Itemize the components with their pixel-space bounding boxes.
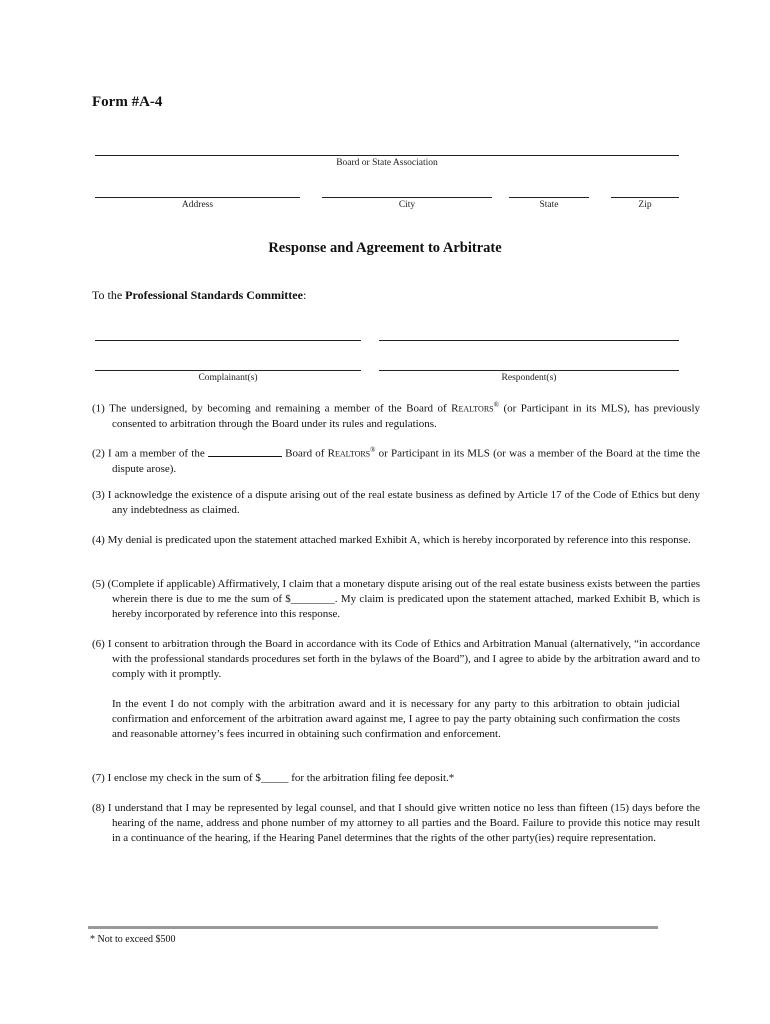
paragraph-number: (6) xyxy=(92,638,105,650)
address-caption: Address xyxy=(181,200,214,210)
footnote: * Not to exceed $500 xyxy=(90,934,176,945)
paragraph-8 xyxy=(92,801,700,846)
paragraph-text: (Complete if applicable) Affirmatively, I claim that a monetary dispute arising out of the real estate business exists between the parties wherein there is due to me the sum of $ xyxy=(107,578,701,605)
paragraph-text: or Participant in its MLS (or was a member of the Board at the time the dispute arose). xyxy=(112,447,700,475)
paragraph-number: (4) xyxy=(92,534,105,546)
paragraph-6 xyxy=(92,637,700,682)
addressee-line xyxy=(92,288,306,303)
paragraph-text: I acknowledge the existence of a dispute arising out of the real estate business as defined by Article 17 of the Code of Ethics but deny any indebtedness as claimed. xyxy=(107,489,700,516)
respondent-caption: Respondent(s) xyxy=(501,373,557,383)
paragraph-text: My denial is predicated upon the statement attached marked Exhibit A, which is hereby incorporated by reference into this response. xyxy=(107,534,691,546)
paragraph-2 xyxy=(92,443,700,477)
realtors-mark: Realtors xyxy=(327,447,371,460)
committee-name: Professional Standards Committee xyxy=(125,288,303,302)
paragraph-text: Board of xyxy=(281,447,328,460)
paragraph-number: (7) xyxy=(92,772,105,784)
paragraph-text: (or Participant in its MLS), has previously consented to arbitration through the Board under its rules and regulations. xyxy=(112,402,700,430)
paragraph-text: . My claim is predicated upon the statement attached, marked Exhibit B, which is hereby incorporated by reference into this response. xyxy=(112,593,700,620)
address-line[interactable] xyxy=(95,197,300,198)
paragraph-number: (3) xyxy=(92,489,105,501)
paragraph-4 xyxy=(92,533,700,548)
paragraph-number: (8) xyxy=(92,802,105,814)
addressee-suffix: : xyxy=(302,288,307,302)
zip-line[interactable] xyxy=(611,197,679,198)
board-caption: Board or State Association xyxy=(336,158,438,168)
city-caption: City xyxy=(398,200,416,210)
registered-mark: ® xyxy=(370,446,376,454)
document-title: Response and Agreement to Arbitrate xyxy=(268,240,502,256)
complainant-line-2[interactable] xyxy=(95,370,361,371)
paragraph-3 xyxy=(92,488,700,518)
paragraph-text: I enclose my check in the sum of $ xyxy=(107,772,261,784)
paragraph-number: (5) xyxy=(92,578,105,590)
realtors-mark: Realtors xyxy=(451,402,494,415)
paragraph-5 xyxy=(92,577,700,622)
zip-caption: Zip xyxy=(638,200,652,210)
fee-amount-blank[interactable]: _____ xyxy=(260,772,289,784)
registered-mark: ® xyxy=(493,401,499,409)
paragraph-text: I am a member of the xyxy=(108,447,208,460)
footnote-divider xyxy=(88,926,658,929)
board-name-blank[interactable] xyxy=(208,446,282,457)
paragraph-number: (1) xyxy=(92,402,105,415)
claim-amount-blank[interactable]: ________ xyxy=(290,593,335,605)
complainant-line-1[interactable] xyxy=(95,340,361,341)
complainant-caption: Complainant(s) xyxy=(198,373,258,383)
paragraph-6-continuation: In the event I do not comply with the arbitration award and it is necessary for any party to this arbitration to obtain judicial confirmation and enforcement of the arbitration award against me, I agree to pay the party obtaining such confirmation the costs and reasonable attorney’s fees incurred in obtaining such confirmation and enforcement. xyxy=(112,698,680,740)
respondent-line-1[interactable] xyxy=(379,340,679,341)
paragraph-1 xyxy=(92,398,700,432)
state-caption: State xyxy=(539,200,559,210)
form-number: Form #A-4 xyxy=(92,94,163,110)
paragraph-text: for the arbitration filing fee deposit.* xyxy=(288,772,455,784)
respondent-line-2[interactable] xyxy=(379,370,679,371)
paragraph-7 xyxy=(92,771,700,786)
paragraph-number: (2) xyxy=(92,447,105,460)
addressee-prefix: To the xyxy=(92,288,126,302)
state-line[interactable] xyxy=(509,197,589,198)
board-line[interactable] xyxy=(95,155,679,156)
paragraph-text: I understand that I may be represented by legal counsel, and that I should give written notice no less than fifteen (15) days before the hearing of the name, address and phone number of my attorney to all parties and the Board. Failure to provide this notice may result in a continuance of the hearing, if the Hearing Panel determines that the rights of the other party(ies) require representation. xyxy=(107,802,700,844)
city-line[interactable] xyxy=(322,197,492,198)
paragraph-text: The undersigned, by becoming and remaining a member of the Board of xyxy=(109,402,452,415)
paragraph-text: I consent to arbitration through the Board in accordance with its Code of Ethics and Arbitration Manual (alternatively, “in accordance with the professional standards procedures set forth in the bylaws of the Board”), and I agree to abide by the arbitration award and to comply with it promptly. xyxy=(107,638,701,680)
